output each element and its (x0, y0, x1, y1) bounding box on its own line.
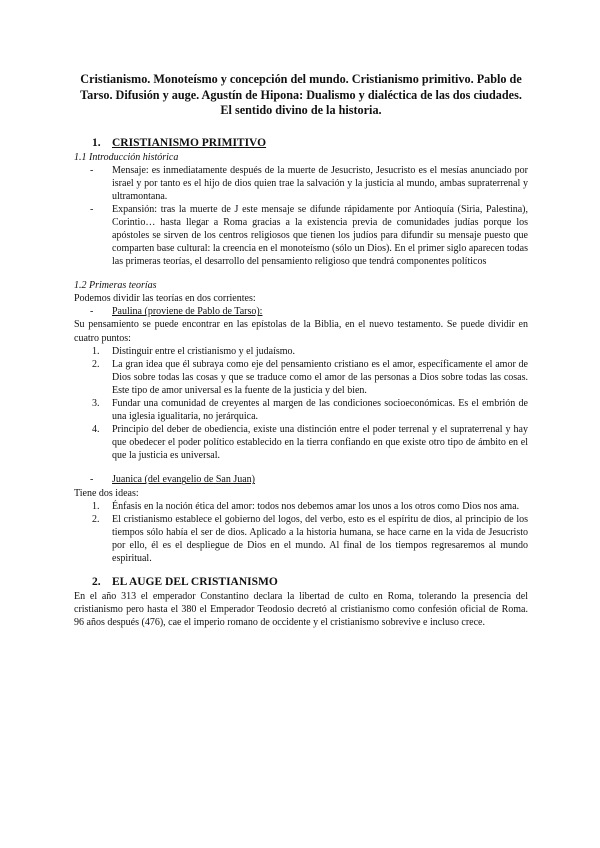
list-item (74, 500, 528, 513)
juanica-points (74, 500, 528, 565)
list-item: - Mensaje: es inmediatamente después de la muerte de Jesucristo, Jesucristo es el mesías anunciado por israel y por tanto es el hijo de dios quien trae la salvación y la justicia al mundo, ambas supraterrenal y ultramontana. (74, 164, 528, 203)
item-number: 2. (92, 513, 100, 525)
item-text: Fundar una comunidad de creyentes al margen de las condiciones socioeconómicas. Es el embrión de una iglesia igualitaria, no jerárquica. (112, 398, 528, 423)
section-2-heading (92, 576, 528, 588)
list-item (74, 513, 528, 565)
document-title: Cristianismo. Monoteísmo y concepción del mundo. Cristianismo primitivo. Pablo de Tarso. Difusión y auge. Agustín de Hipona: Dualismo y dialéctica de las dos ciudades. El sentido divino de la historia. (80, 72, 522, 117)
section-2-title: EL AUGE DEL CRISTIANISMO (112, 576, 278, 589)
section-2-text: En el año 313 el emperador Constantino declara la libertad de culto en Roma, tolerando la presencia del cristianismo pero hasta el 380 el Emperador Teodosio decretó al cristianismo como confesión oficial de Roma. 96 años después (476), cae el imperio romano de occidente y el cristianismo sobrevive e incluso crece. (74, 591, 528, 629)
item-number: 1. (92, 500, 100, 512)
section-1-heading (92, 137, 528, 149)
list-item (74, 345, 528, 358)
item-number: 1. (92, 345, 100, 357)
paulina-label (74, 305, 528, 318)
item-number: 2. (92, 358, 100, 370)
paulina-label-text: Paulina (proviene de Pablo de Tarso): (112, 306, 263, 318)
item-text: Énfasis en la noción ética del amor: todos nos debemos amar los unos a los otros como Dios nos ama. (112, 500, 520, 512)
section-1-number: 1. (92, 136, 101, 149)
list-item (74, 397, 528, 423)
section-2-number: 2. (92, 576, 101, 589)
juanica-label-list (74, 473, 528, 486)
juanica-label (74, 473, 528, 486)
paulina-intro: Su pensamiento se puede encontrar en las epístolas de la Biblia, en el nuevo testamento. Se puede dividir en cuatro puntos: (74, 319, 528, 344)
juanica-label-text: Juanica (del evangelio de San Juan) (112, 474, 256, 486)
theories-intro: Podemos dividir las teorías en dos corrientes: (74, 293, 256, 305)
item-text: Distinguir entre el cristianismo y el judaísmo. (112, 345, 296, 357)
subsection-1-1-heading: 1.1 Introducción histórica (74, 151, 179, 163)
item-number: 4. (92, 424, 100, 436)
paulina-points (74, 345, 528, 463)
item-text: El cristianismo establece el gobierno del logos, del verbo, esto es el espíritu de dios, al principio de los tiempos sólo había el ser de dios. Aplicado a la historia humana, se hace carne en la vida de Jesucristo por ello, él es el despliegue de Dios en el mundo. Al final de los tiempos regresaremos al mundo espiritual. (112, 513, 528, 565)
item-text: La gran idea que él subraya como eje del pensamiento cristiano es el amor, específicamente el amor de Dios sobre todas las cosas y que se traduce como el amor de las personas a Dios sobre todas las cosas. Este tipo de amor universal es la fuente de la justicia y del bien. (112, 358, 528, 396)
item-number: 3. (92, 398, 100, 409)
paulina-label-list (74, 305, 528, 318)
subsection-1-2-heading: 1.2 Primeras teorías (74, 280, 157, 292)
list-item (74, 358, 528, 397)
item-text: Principio del deber de obediencia, existe una distinción entre el poder terrenal y el supraterrenal y hay que obedecer el poder político establecido en la tierra confiando en que existe otro tipo de ámbito en el que la justicia es universal. (112, 424, 528, 462)
section-1-title: CRISTIANISMO PRIMITIVO (112, 136, 267, 149)
list-item: - Expansión: tras la muerte de J este mensaje se difunde rápidamente por Antioquía (Siria, Palestina), Corintio… hasta llegar a Roma gracias a la existencia previa de comunidades judías porque los apóstoles se sirven de los centros religiosos que tienen los judíos para difundir su mensaje puesto que comparten base cultural: la creencia en el monoteísmo (sólo un Dios). En el primer siglo aparecen todas las primeras teorías, el desarrollo del pensamiento religioso que tendrá componentes políticos (74, 203, 528, 268)
intro-list (74, 164, 528, 269)
juanica-intro: Tiene dos ideas: (74, 487, 139, 499)
list-item (74, 423, 528, 462)
